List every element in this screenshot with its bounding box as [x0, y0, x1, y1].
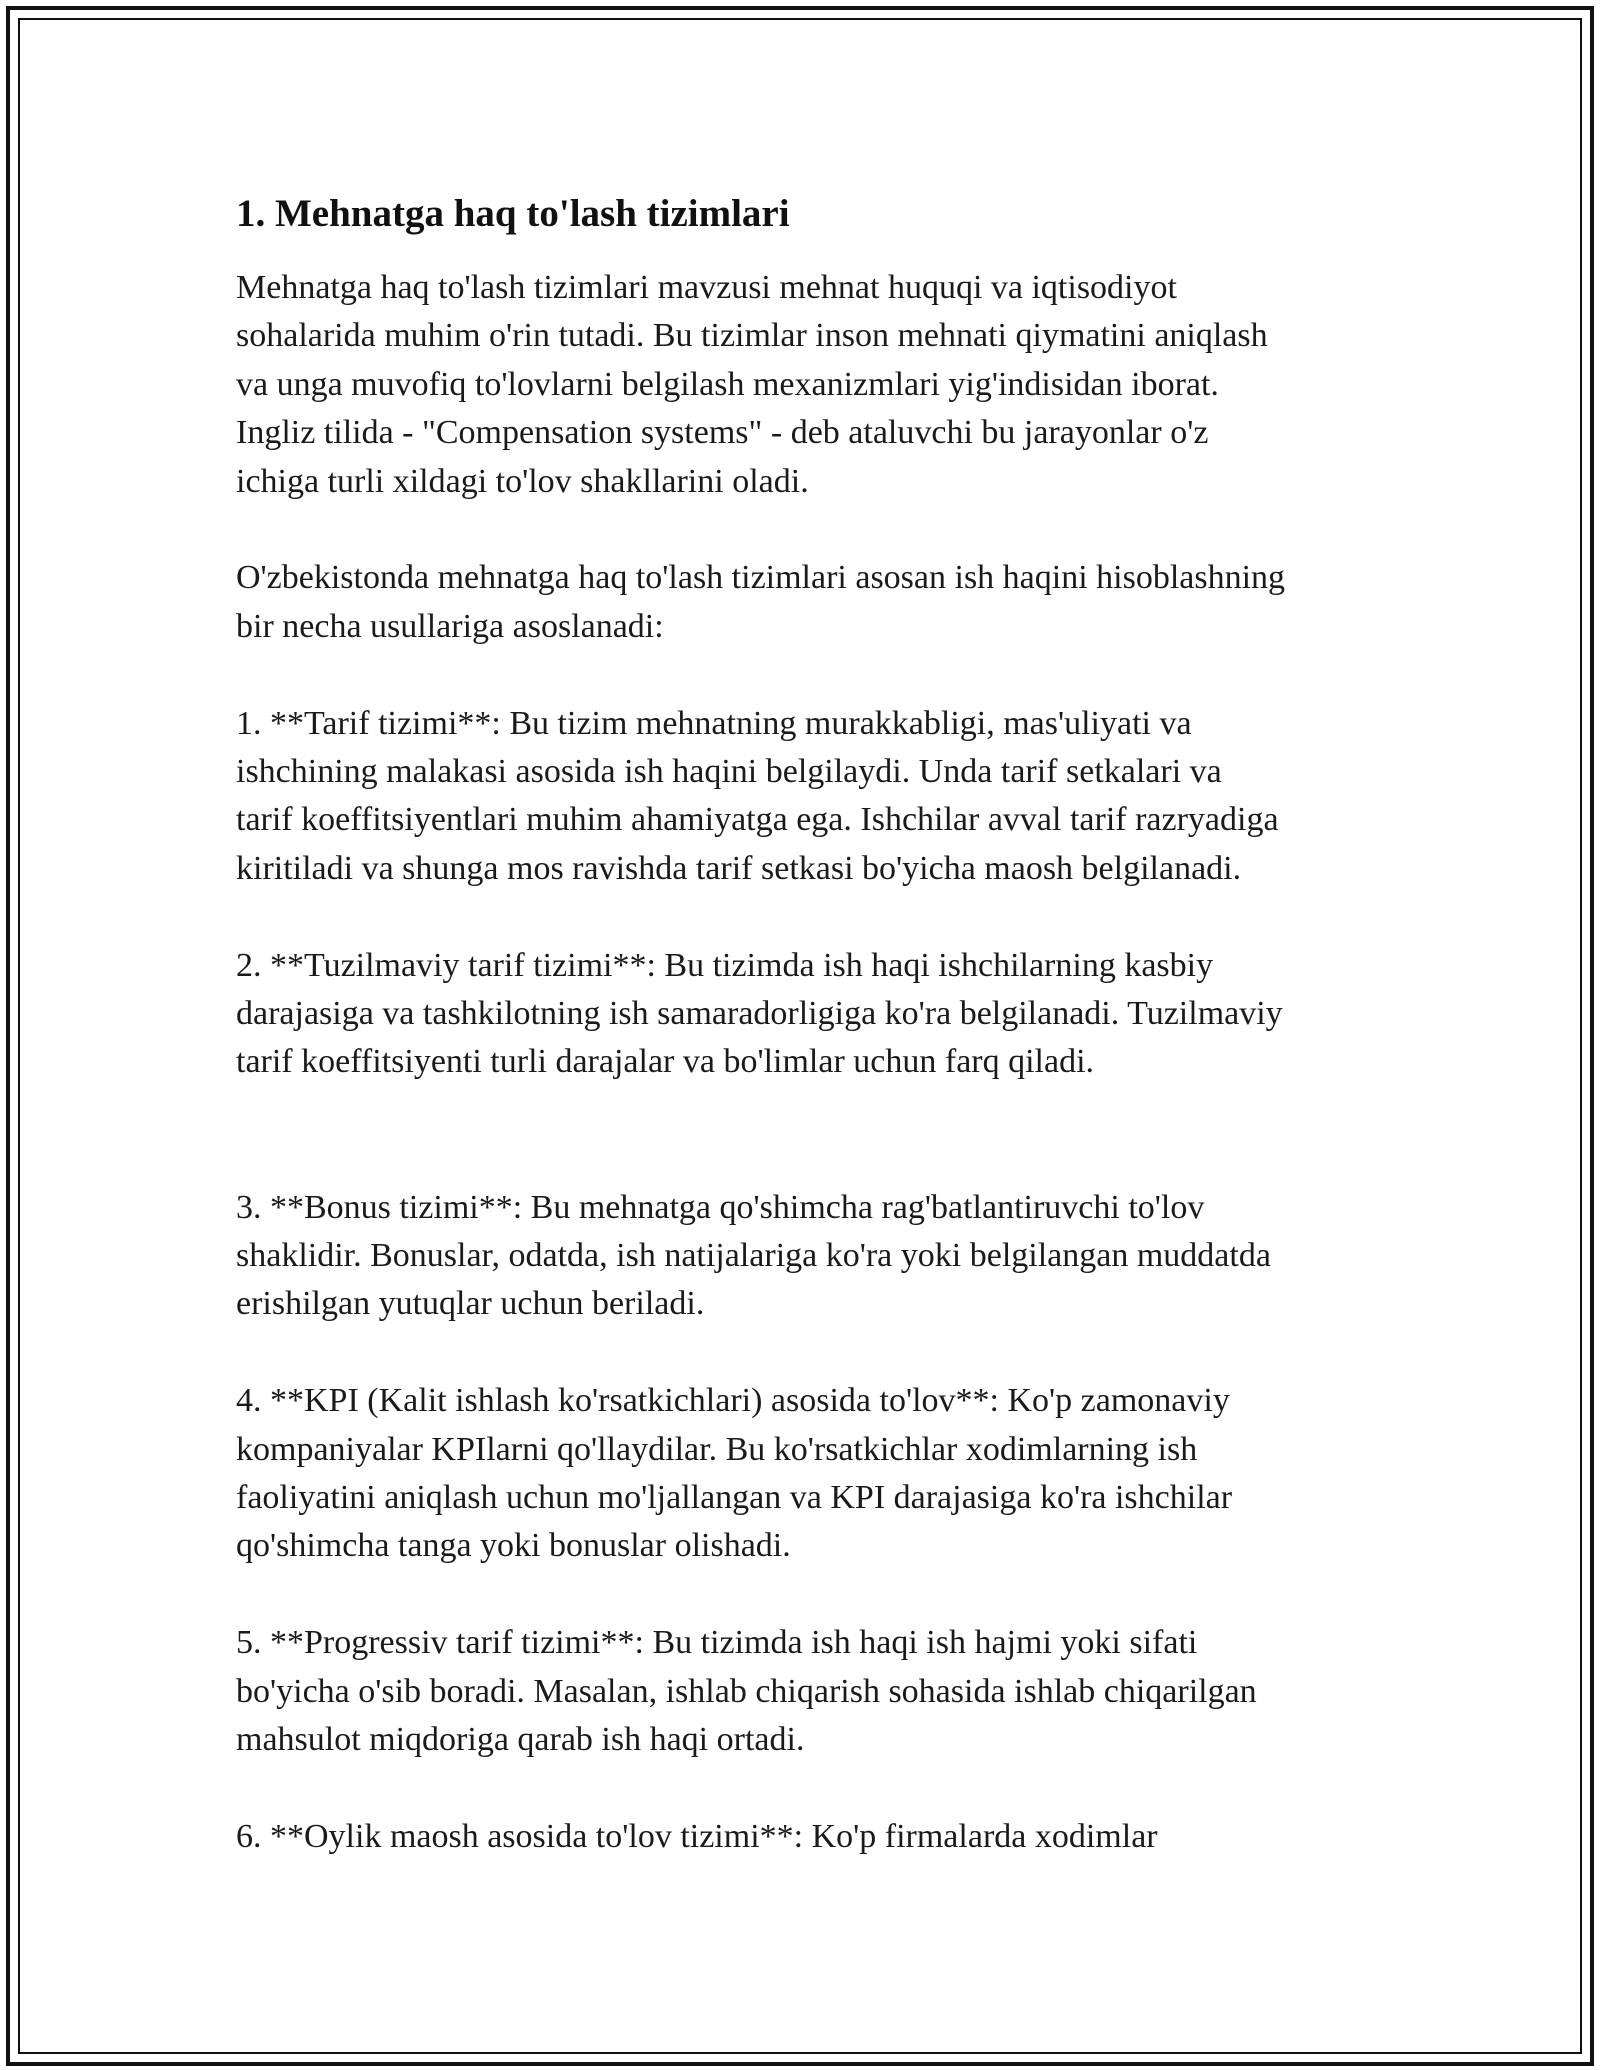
text-line: qo'shimcha tanga yoki bonuslar olishadi. [236, 1527, 791, 1565]
list-item-tuzilmaviy [236, 942, 1386, 1087]
list-item-bonus [236, 1184, 1386, 1329]
text-line: darajasiga va tashkilotning ish samaradorligiga ko'ra belgilanadi. Tuzilmaviy [236, 995, 1283, 1033]
text-line: kompaniyalar KPIlarni qo'llaydilar. Bu ko'rsatkichlar xodimlarning ish [236, 1430, 1198, 1468]
text-line: faoliyatini aniqlash uchun mo'ljallangan va KPI darajasiga ko'ra ishchilar [236, 1479, 1233, 1517]
list-item-oylik [236, 1813, 1386, 1861]
list-item-tarif [236, 700, 1386, 894]
text-line: erishilgan yutuqlar uchun beriladi. [236, 1285, 705, 1323]
list-item-kpi [236, 1377, 1386, 1571]
text-line: tarif koeffitsiyentlari muhim ahamiyatga ega. Ishchilar avval tarif razryadiga [236, 801, 1279, 839]
paragraph-gap [236, 651, 1386, 699]
lead-paragraph [236, 554, 1386, 651]
document-heading: 1. Mehnatga haq to'lash tizimlari [236, 192, 790, 235]
text-line: ishchining malakasi asosida ish haqini belgilaydi. Unda tarif setkalari va [236, 753, 1222, 791]
text-line: 3. **Bonus tizimi**: Bu mehnatga qo'shimcha rag'batlantiruvchi to'lov [236, 1188, 1205, 1226]
paragraph-gap [236, 1571, 1386, 1619]
text-line: ichiga turli xildagi to'lov shakllarini oladi. [236, 462, 809, 500]
text-line: 6. **Oylik maosh asosida to'lov tizimi**: Ko'p firmalarda xodimlar [236, 1817, 1158, 1855]
text-line: O'zbekistonda mehnatga haq to'lash tizimlari asosan ish haqini hisoblashning [236, 559, 1286, 597]
intro-paragraph [236, 264, 1386, 506]
text-line: Ingliz tilida - "Compensation systems" - deb ataluvchi bu jarayonlar o'z [236, 414, 1209, 452]
text-line: mahsulot miqdoriga qarab ish haqi ortadi. [236, 1721, 805, 1759]
text-line: Mehnatga haq to'lash tizimlari mavzusi mehnat huquqi va iqtisodiyot [236, 269, 1177, 306]
text-line: shaklidir. Bonuslar, odatda, ish natijalariga ko'ra yoki belgilangan muddatda [236, 1237, 1271, 1275]
text-line: kiritiladi va shunga mos ravishda tarif setkasi bo'yicha maosh belgilanadi. [236, 849, 1242, 887]
text-line: bo'yicha o'sib boradi. Masalan, ishlab chiqarish sohasida ishlab chiqarilgan [236, 1672, 1257, 1710]
text-line: sohalarida muhim o'rin tutadi. Bu tizimlar inson mehnati qiymatini aniqlash [236, 317, 1268, 355]
document-body [236, 186, 1386, 1861]
paragraph-gap [236, 1765, 1386, 1813]
text-line: 1. **Tarif tizimi**: Bu tizim mehnatning murakkabligi, mas'uliyati va [236, 704, 1192, 742]
text-line: tarif koeffitsiyenti turli darajalar va bo'limlar uchun farq qiladi. [236, 1043, 1095, 1081]
paragraph-gap [236, 893, 1386, 941]
text-line: 5. **Progressiv tarif tizimi**: Bu tizimda ish haqi ish hajmi yoki sifati [236, 1624, 1198, 1662]
paragraph-gap [236, 506, 1386, 554]
text-line: 4. **KPI (Kalit ishlash ko'rsatkichlari) asosida to'lov**: Ko'p zamonaviy [236, 1382, 1230, 1420]
text-line: bir necha usullariga asoslanadi: [236, 607, 664, 645]
paragraph-gap [236, 1087, 1386, 1184]
text-line: 2. **Tuzilmaviy tarif tizimi**: Bu tizimda ish haqi ishchilarning kasbiy [236, 946, 1214, 984]
text-line: va unga muvofiq to'lovlarni belgilash mexanizmlari yig'indisidan iborat. [236, 365, 1219, 403]
paragraph-gap [236, 1329, 1386, 1377]
list-item-progressiv [236, 1619, 1386, 1764]
